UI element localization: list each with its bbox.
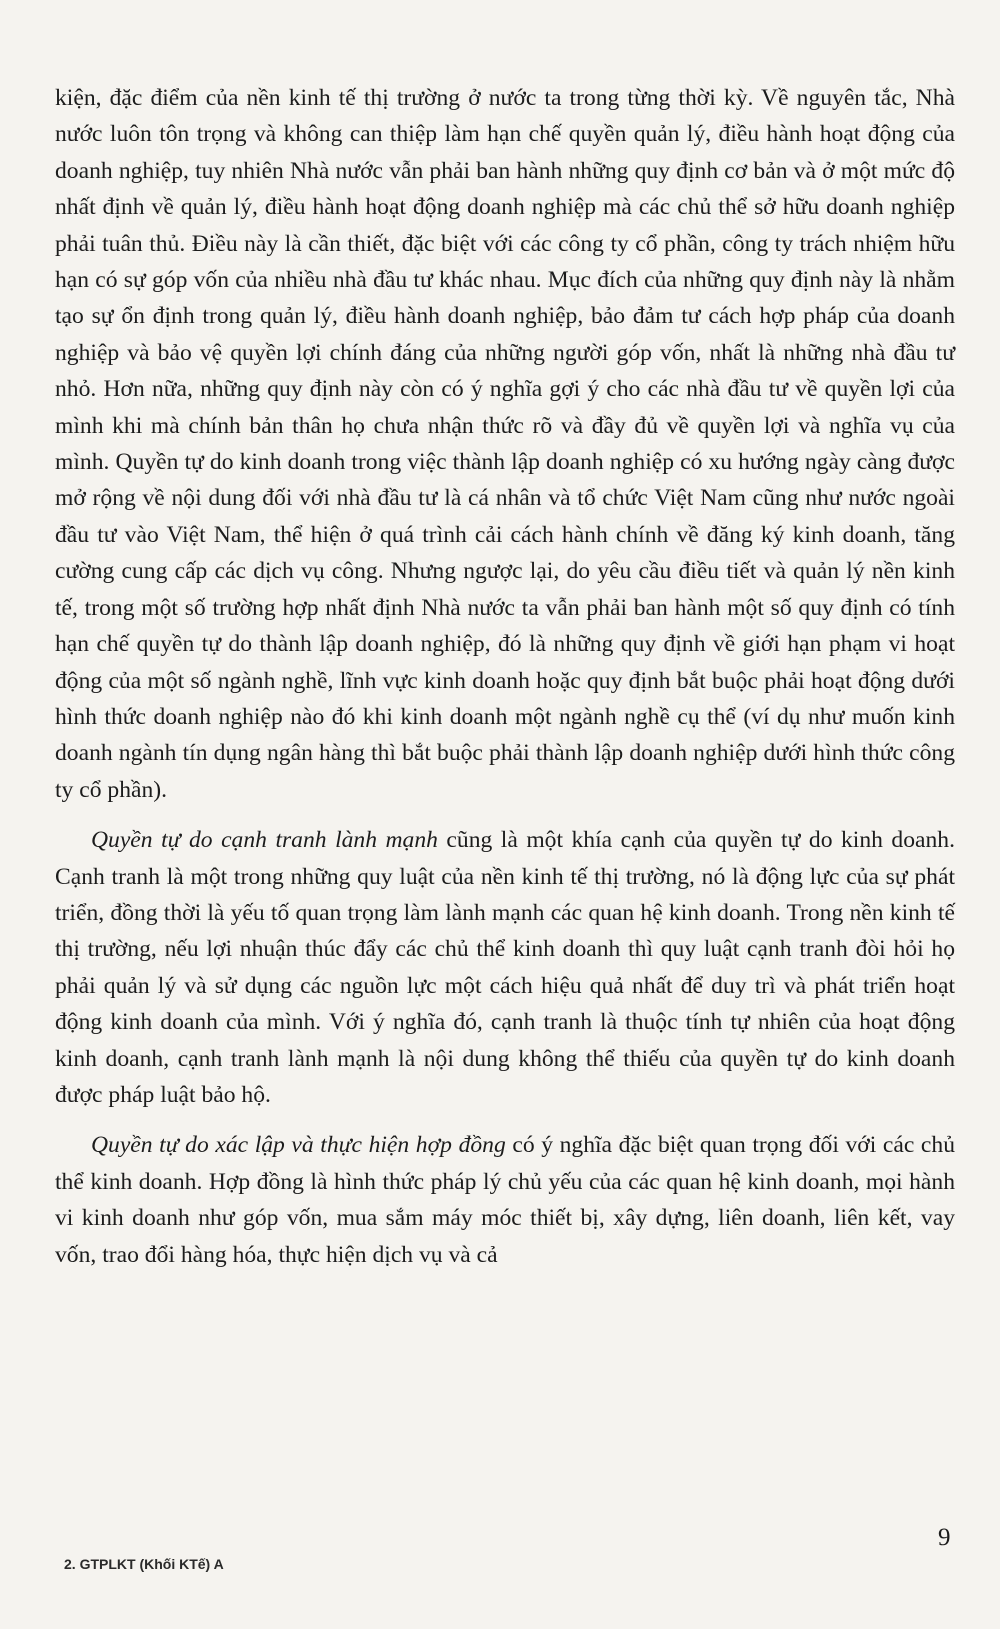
paragraph-1-text: kiện, đặc điểm của nền kinh tế thị trường ở nước ta trong từng thời kỳ. Về nguyên tắc, Nhà nước luôn tôn trọng và không can thiệp làm hạn chế quyền quản lý, điều hành hoạt động của doanh nghiệp, tuy nhiên Nhà nước vẫn phải ban hành những quy định cơ bản và ở một mức độ nhất định về quản lý, điều hành hoạt động doanh nghiệp mà các chủ thể sở hữu doanh nghiệp phải tuân thủ. Điều này là cần thiết, đặc biệt với các công ty cổ phần, công ty trách nhiệm hữu hạn có sự góp vốn của nhiều nhà đầu tư khác nhau. Mục đích của những quy định này là nhằm tạo sự ổn định trong quản lý, điều hành doanh nghiệp, bảo đảm tư cách hợp pháp của doanh nghiệp và bảo vệ quyền lợi chính đáng của những người góp vốn, nhất là những nhà đầu tư nhỏ. Hơn nữa, những quy định này còn có ý nghĩa gợi ý cho các nhà đầu tư về quyền lợi của mình khi mà chính bản thân họ chưa nhận thức rõ và đầy đủ về quyền lợi và nghĩa vụ của mình. Quyền tự do kinh doanh trong việc thành lập doanh nghiệp có xu hướng ngày càng được mở rộng về nội dung đối với nhà đầu tư là cá nhân và tổ chức Việt Nam cũng như nước ngoài đầu tư vào Việt Nam, thể hiện ở quá trình cải cách hành chính về đăng ký kinh doanh, tăng cường cung cấp các dịch vụ công. Nhưng ngược lại, do yêu cầu điều tiết và quản lý nền kinh tế, trong một số trường hợp nhất định Nhà nước ta vẫn phải ban hành một số quy định có tính hạn chế quyền tự do thành lập doanh nghiệp, đó là những quy định về giới hạn phạm vi hoạt động của một số ngành nghề, lĩnh vực kinh doanh hoặc quy định bắt buộc phải hoạt động dưới hình thức doanh nghiệp nào đó khi kinh doanh một ngành nghề cụ thể (ví dụ như muốn kinh doanh ngành tín dụng ngân hàng thì bắt buộc phải thành lập doanh nghiệp dưới hình thức công ty cổ phần). — [55, 85, 955, 803]
footer-label: 2. GTPLKT (Khối KTế) A — [64, 1556, 224, 1572]
paragraph-3 — [55, 1127, 955, 1273]
body-text — [55, 80, 955, 1287]
paragraph-3-text: có ý nghĩa đặc biệt quan trọng đối với các chủ thể kinh doanh. Hợp đồng là hình thức pháp lý chủ yếu của các quan hệ kinh doanh, mọi hành vi kinh doanh như góp vốn, mua sắm máy móc thiết bị, xây dựng, liên doanh, liên kết, vay vốn, trao đổi hàng hóa, thực hiện dịch vụ và cả — [55, 1132, 955, 1268]
paragraph-2-text: cũng là một khía cạnh của quyền tự do kinh doanh. Cạnh tranh là một trong những quy luật của nền kinh tế thị trường, nó là động lực của sự phát triển, đồng thời là yếu tố quan trọng làm lành mạnh các quan hệ kinh doanh. Trong nền kinh tế thị trường, nếu lợi nhuận thúc đẩy các chủ thể kinh doanh thì quy luật cạnh tranh đòi hỏi họ phải quản lý và sử dụng các nguồn lực một cách hiệu quả nhất để duy trì và phát triển hoạt động kinh doanh của mình. Với ý nghĩa đó, cạnh tranh là thuộc tính tự nhiên của hoạt động kinh doanh, cạnh tranh lành mạnh là nội dung không thể thiếu của quyền tự do kinh doanh được pháp luật bảo hộ. — [55, 827, 955, 1108]
page-number: 9 — [938, 1524, 951, 1551]
paragraph-2-lead: Quyền tự do cạnh tranh lành mạnh — [91, 827, 438, 854]
paragraph-1 — [55, 80, 955, 808]
paragraph-2 — [55, 822, 955, 1113]
paragraph-3-lead: Quyền tự do xác lập và thực hiện hợp đồng — [91, 1132, 506, 1159]
